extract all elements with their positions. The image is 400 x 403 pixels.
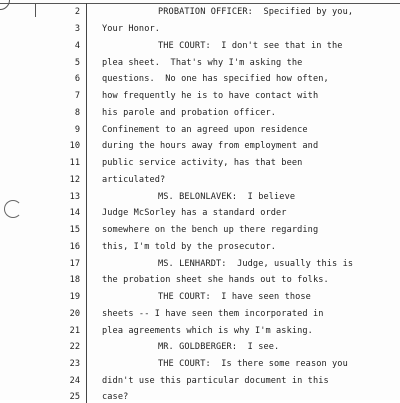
transcript-line: articulated? (102, 174, 166, 185)
transcript-line: this, I'm told by the prosecutor. (102, 241, 277, 252)
line-number: 20 (69, 308, 80, 319)
transcript-line: sheets -- I have seen them incorporated in (102, 308, 324, 319)
transcript-line: during the hours away from employment and (102, 141, 319, 152)
line-number: 11 (69, 158, 80, 169)
line-number: 9 (74, 124, 80, 135)
line-number: 21 (69, 325, 80, 336)
binder-hole-icon (4, 200, 22, 218)
transcript-line: MS. BELONLAVEK: I believe (158, 191, 296, 202)
line-number: 6 (74, 74, 80, 85)
transcript-line: plea sheet. That's why I'm asking the (102, 57, 303, 68)
transcript-line: his parole and probation officer. (102, 107, 277, 118)
top-border-tick (35, 3, 36, 17)
line-number: 3 (74, 24, 80, 35)
line-number: 15 (69, 225, 80, 236)
line-number: 16 (69, 241, 80, 252)
top-border-line (0, 3, 400, 4)
transcript-line: THE COURT: I have seen those (158, 292, 311, 303)
transcript-line: plea agreements which is why I'm asking. (102, 325, 313, 336)
line-number: 23 (69, 358, 80, 369)
transcript-line: the probation sheet she hands out to folks. (102, 275, 329, 286)
line-number: 12 (69, 174, 80, 185)
line-number: 25 (69, 392, 80, 403)
transcript-line: MR. GOLDBERGER: I see. (158, 342, 280, 353)
line-number: 8 (74, 107, 80, 118)
line-number: 19 (69, 292, 80, 303)
line-number: 17 (69, 258, 80, 269)
transcript-line: MS. LENHARDT: Judge, usually this is (158, 258, 354, 269)
transcript-line: didn't use this particular document in this (102, 375, 329, 386)
line-number: 4 (74, 40, 80, 51)
line-number: 10 (69, 141, 80, 152)
transcript-line: Judge McSorley has a standard order (102, 208, 287, 219)
transcript-line: case? (102, 392, 129, 403)
transcript-line: how frequently he is to have contact with (102, 91, 319, 102)
transcript-line: THE COURT: Is there some reason you (158, 358, 348, 369)
clipped-top-line (122, 0, 308, 1)
transcript-line: Confinement to an agreed upon residence (102, 124, 308, 135)
line-number: 22 (69, 342, 80, 353)
transcript-line: public service activity, has that been (102, 158, 303, 169)
line-number: 14 (69, 208, 80, 219)
transcript-line: questions. No one has specified how often, (102, 74, 329, 85)
line-number: 5 (74, 57, 80, 68)
transcript-line: Your Honor. (102, 24, 161, 35)
left-margin-line (86, 3, 87, 403)
line-number: 2 (74, 7, 80, 18)
line-number: 7 (74, 91, 80, 102)
line-number: 18 (69, 275, 80, 286)
page-corner-mark (0, 0, 10, 10)
transcript-line: PROBATION OFFICER: Specified by you, (158, 7, 354, 18)
transcript-line: somewhere on the bench up there regarding (102, 225, 319, 236)
line-number: 24 (69, 375, 80, 386)
line-number: 13 (69, 191, 80, 202)
transcript-line: THE COURT: I don't see that in the (158, 40, 343, 51)
